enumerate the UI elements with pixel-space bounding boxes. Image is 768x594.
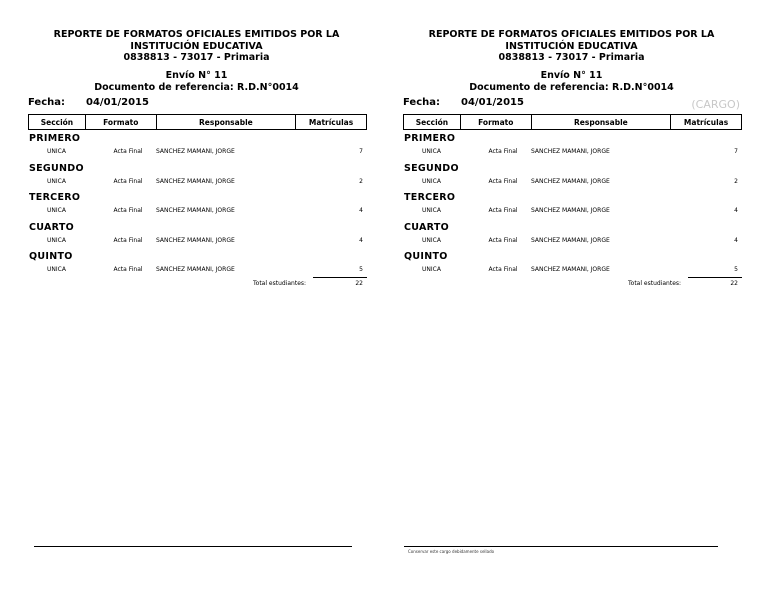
table-row [403, 178, 742, 188]
grade-block [403, 222, 742, 252]
date-value: 04/01/2015 [461, 97, 524, 108]
total-value: 22 [355, 280, 363, 287]
cell-responsable: SANCHEZ MAMANI, JORGE [156, 207, 235, 215]
cell-responsable: SANCHEZ MAMANI, JORGE [156, 236, 235, 244]
cell-responsable: SANCHEZ MAMANI, JORGE [531, 148, 610, 155]
reference-document: Documento de referencia: R.D.N°0014 [469, 81, 674, 93]
title-line-3: 0838813 - 73017 - Primaria [498, 52, 645, 63]
report-left [24, 0, 369, 594]
report-title [24, 29, 369, 64]
column-header-table [403, 114, 742, 130]
cell-seccion: UNICA [47, 236, 66, 244]
cell-responsable: SANCHEZ MAMANI, JORGE [156, 266, 235, 274]
grade-name: SEGUNDO [29, 162, 84, 174]
cell-matriculas: 5 [734, 266, 738, 274]
total-divider [688, 277, 742, 278]
cell-matriculas: 4 [359, 236, 363, 244]
cell-formato: Acta Final [113, 236, 143, 244]
table-row [403, 148, 742, 158]
column-header-seccion: Sección [29, 115, 86, 130]
table-row [28, 266, 367, 276]
cell-matriculas: 7 [734, 148, 738, 155]
cell-responsable: SANCHEZ MAMANI, JORGE [531, 236, 610, 244]
cell-matriculas: 4 [734, 236, 738, 244]
grade-block [403, 133, 742, 163]
column-header-table [28, 114, 367, 130]
cell-formato: Acta Final [488, 207, 518, 215]
grade-name: TERCERO [29, 192, 81, 204]
envio-number: Envío N° 11 [165, 70, 228, 81]
cell-seccion: UNICA [47, 207, 66, 215]
table-row [28, 178, 367, 188]
envio-number: Envío N° 11 [540, 70, 603, 81]
date-value: 04/01/2015 [86, 97, 149, 108]
cell-responsable: SANCHEZ MAMANI, JORGE [531, 207, 610, 215]
table-row [28, 148, 367, 158]
table-row [28, 207, 367, 217]
signature-line [404, 546, 718, 547]
cell-seccion: UNICA [422, 236, 441, 244]
cell-formato: Acta Final [488, 236, 518, 244]
cell-responsable: SANCHEZ MAMANI, JORGE [531, 266, 610, 274]
cell-seccion: UNICA [47, 177, 66, 185]
cell-seccion: UNICA [422, 207, 441, 215]
cell-responsable: SANCHEZ MAMANI, JORGE [531, 177, 610, 185]
cell-seccion: UNICA [422, 148, 441, 155]
report-title [399, 29, 744, 64]
column-header-formato: Formato [460, 115, 531, 130]
column-header-matriculas: Matrículas [671, 115, 742, 130]
table-row [403, 207, 742, 217]
grade-name: TERCERO [404, 192, 456, 204]
report-right [399, 0, 744, 594]
cargo-watermark: (CARGO) [691, 98, 740, 111]
table-row [403, 237, 742, 247]
column-header-responsable: Responsable [531, 115, 670, 130]
column-header-seccion: Sección [404, 115, 461, 130]
date-label: Fecha: [403, 97, 441, 108]
grade-name: SEGUNDO [404, 162, 459, 174]
total-divider [313, 277, 367, 278]
title-line-2: INSTITUCIÓN EDUCATIVA [505, 40, 638, 52]
cell-responsable: SANCHEZ MAMANI, JORGE [156, 148, 235, 155]
grade-list [403, 133, 742, 281]
cell-matriculas: 5 [359, 266, 363, 274]
cell-seccion: UNICA [422, 266, 441, 274]
date-label: Fecha: [28, 97, 66, 108]
cell-formato: Acta Final [113, 266, 143, 274]
grade-block [28, 163, 367, 193]
reference-document: Documento de referencia: R.D.N°0014 [94, 81, 299, 93]
grade-name: QUINTO [29, 251, 73, 263]
title-line-1: REPORTE DE FORMATOS OFICIALES EMITIDOS POR LA [53, 29, 340, 40]
shipment-info [24, 70, 369, 93]
cell-formato: Acta Final [113, 148, 143, 155]
grade-block [28, 222, 367, 252]
title-line-3: 0838813 - 73017 - Primaria [123, 52, 270, 63]
table-row [403, 266, 742, 276]
cell-matriculas: 2 [359, 177, 363, 185]
grade-block [28, 133, 367, 163]
column-header-matriculas: Matrículas [296, 115, 367, 130]
cell-matriculas: 4 [359, 207, 363, 215]
cell-matriculas: 2 [734, 177, 738, 185]
grade-list [28, 133, 367, 281]
cell-formato: Acta Final [113, 177, 143, 185]
total-value: 22 [730, 280, 738, 287]
grade-block [28, 192, 367, 222]
cell-seccion: UNICA [47, 148, 66, 155]
cell-seccion: UNICA [422, 177, 441, 185]
grade-block [403, 163, 742, 193]
cell-formato: Acta Final [488, 148, 518, 155]
title-line-2: INSTITUCIÓN EDUCATIVA [130, 40, 263, 52]
column-header-responsable: Responsable [156, 115, 295, 130]
grade-name: QUINTO [404, 251, 448, 263]
title-line-1: REPORTE DE FORMATOS OFICIALES EMITIDOS POR LA [428, 29, 715, 40]
shipment-info [399, 70, 744, 93]
total-label: Total estudiantes: [628, 280, 682, 287]
grade-block [403, 192, 742, 222]
footer-note: Conservar este cargo debidamente sellado [408, 549, 495, 554]
table-row [28, 237, 367, 247]
cell-formato: Acta Final [488, 177, 518, 185]
cell-formato: Acta Final [113, 207, 143, 215]
cell-matriculas: 7 [359, 148, 363, 155]
total-label: Total estudiantes: [253, 280, 307, 287]
grade-name: PRIMERO [29, 133, 81, 144]
column-header-formato: Formato [85, 115, 156, 130]
signature-line [34, 546, 352, 547]
grade-name: CUARTO [29, 221, 74, 233]
cell-matriculas: 4 [734, 207, 738, 215]
grade-name: CUARTO [404, 221, 449, 233]
cell-seccion: UNICA [47, 266, 66, 274]
grade-name: PRIMERO [404, 133, 456, 144]
cell-responsable: SANCHEZ MAMANI, JORGE [156, 177, 235, 185]
cell-formato: Acta Final [488, 266, 518, 274]
